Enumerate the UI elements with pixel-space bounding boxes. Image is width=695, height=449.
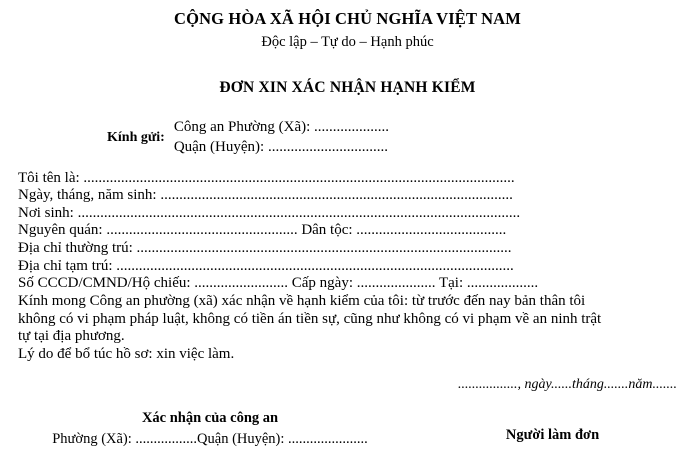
form-fields	[0, 170, 695, 293]
signature-block-police	[0, 409, 410, 449]
field-temporary-address: Địa chỉ tạm trú: ..........................................................................................................	[18, 257, 514, 274]
recipient-label: Kính gửi:	[107, 129, 165, 145]
field-id-number: Số CCCD/CMND/Hộ chiếu: ......................... Cấp ngày: ..................... Tại: ...................	[18, 275, 539, 292]
page-title: ĐƠN XIN XÁC NHẬN HẠNH KIỂM	[219, 79, 476, 97]
national-motto: Độc lập – Tự do – Hạnh phúc	[261, 33, 434, 50]
date-line: ................., ngày......tháng.......năm.......	[458, 377, 677, 392]
signature-block-applicant	[410, 409, 695, 449]
recipient-line-district: Quận (Huyện): ................................	[173, 138, 388, 155]
signature-row	[0, 409, 695, 449]
field-hometown-and-ethnicity: Nguyên quán: ................................................... Dân tộc: ........................................	[18, 222, 507, 239]
body-line-3: tự tại địa phương.	[18, 328, 125, 345]
signature-heading-police: Xác nhận của công an	[141, 410, 279, 426]
body-paragraph	[0, 293, 695, 364]
national-title: CỘNG HÒA XÃ HỘI CHỦ NGHĨA VIỆT NAM	[174, 9, 521, 28]
field-full-name: Tôi tên là: ...................................................................................................................	[18, 169, 515, 186]
national-header	[0, 0, 695, 51]
field-date-of-birth: Ngày, tháng, năm sinh: ..............................................................................................	[18, 187, 513, 204]
recipient-block	[0, 118, 695, 156]
field-place-of-birth: Nơi sinh: ......................................................................................................................	[18, 204, 521, 221]
body-line-1: Kính mong Công an phường (xã) xác nhận về hạnh kiểm của tôi: từ trước đến nay bản thân tôi	[18, 292, 586, 309]
signature-heading-applicant: Người làm đơn	[505, 427, 600, 443]
body-line-reason: Lý do để bổ túc hồ sơ: xin việc làm.	[18, 346, 235, 363]
recipient-lines	[174, 118, 389, 156]
recipient-line-commune-police: Công an Phường (Xã): ....................	[173, 119, 390, 136]
body-line-2: không có vi phạm pháp luật, không có tiền án tiền sự, cũng như không có vi phạm về an ninh trật	[18, 310, 602, 327]
signature-subline-police: Phường (Xã): .................Quận (Huyện): ......................	[52, 430, 368, 447]
field-permanent-address: Địa chỉ thường trú: ....................................................................................................	[18, 240, 512, 257]
